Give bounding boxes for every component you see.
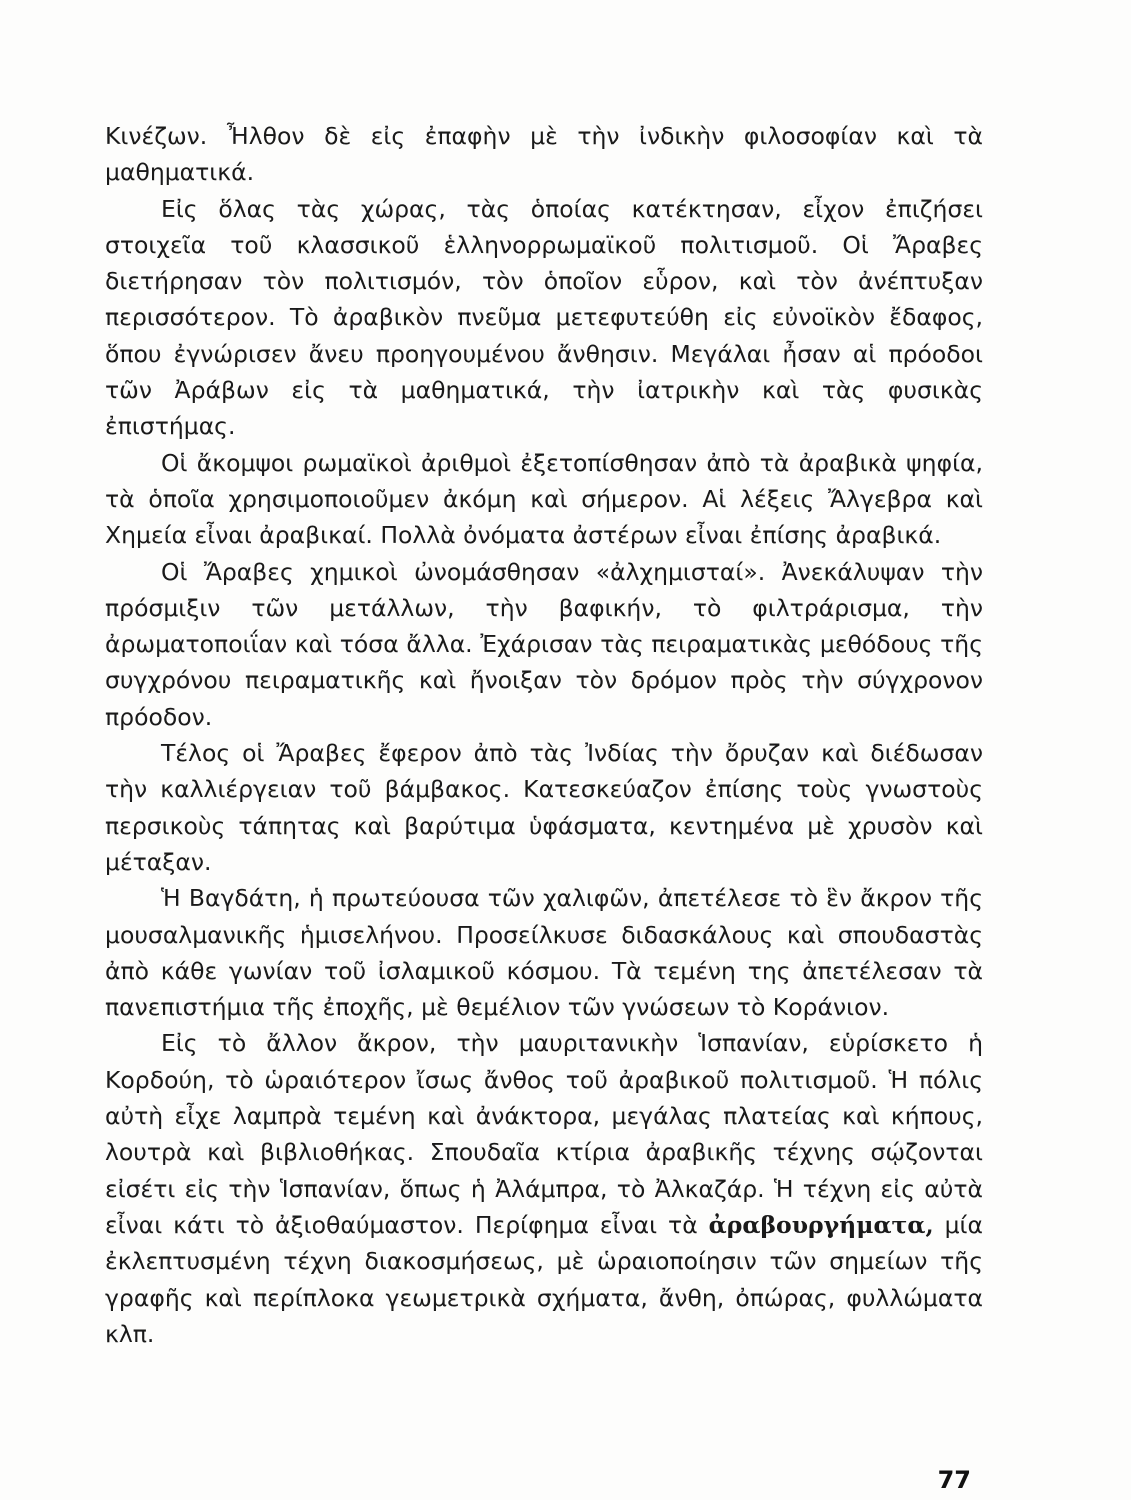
body-text <box>105 118 983 1352</box>
arabesques-term: ἀραβουργήματα, <box>708 1210 934 1239</box>
paragraph-rice-cotton: Τέλος οἱ Ἄραβες ἔφερον ἀπὸ τὰς Ἰνδίας τὴν ὄρυζαν καὶ διέδωσαν τὴν καλλιέργειαν τοῦ βάμβακος. Κατεσκεύαζον ἐπίσης τοὺς γνωστοὺς περσικοὺς τάπητας καὶ βαρύτιμα ὑφάσματα, κεντημένα μὲ χρυσὸν καὶ μέταξαν. <box>105 739 983 876</box>
cordoba-text-before: Εἰς τὸ ἄλλον ἄκρον, τὴν μαυριτανικὴν Ἱσπανίαν, εὑρίσκετο ἡ Κορδούη, τὸ ὡραιότερον ἴσως ἄνθος τοῦ ἀραβικοῦ πολιτισμοῦ. Ἡ πόλις αὐτὴ εἶχε λαμπρὰ τεμένη καὶ ἀνάκτορα, μεγάλας πλατείας καὶ κήπους, λουτρὰ καὶ βιβλιοθήκας. Σπουδαῖα κτίρια ἀραβικῆς τέχνης σῴζονται εἰσέτι εἰς τὴν Ἱσπανίαν, ὅπως ἡ Ἀλάμπρα, τὸ Ἀλκαζάρ. Ἡ τέχνη εἰς αὐτὰ εἶναι κάτι τὸ ἀξιοθαύμαστον. Περίφημα εἶναι τὰ <box>105 1029 983 1239</box>
paragraph-baghdad: Ἡ Βαγδάτη, ἡ πρωτεύουσα τῶν χαλιφῶν, ἀπετέλεσε τὸ ἓν ἄκρον τῆς μουσαλμανικῆς ἡμισελήνου. Προσείλκυσε διδασκάλους καὶ σπουδαστὰς ἀπὸ κάθε γωνίαν τοῦ ἰσλαμικοῦ κόσμου. Τὰ τεμένη της ἀπετέλεσαν τὰ πανεπιστήμια τῆς ἐποχῆς, μὲ θεμέλιον τῶν γνώσεων τὸ Κοράνιον. <box>105 884 983 1022</box>
page-number: 77 <box>937 1466 971 1494</box>
paragraph-classical-heritage: Εἰς ὅλας τὰς χώρας, τὰς ὁποίας κατέκτησαν, εἶχον ἐπιζήσει στοιχεῖα τοῦ κλασσικοῦ ἑλληνορρωμαϊκοῦ πολιτισμοῦ. Οἱ Ἄραβες διετήρησαν τὸν πολιτισμόν, τὸν ὁποῖον εὗρον, καὶ τὸν ἀνέπτυξαν περισσότερον. Τὸ ἀραβικὸν πνεῦμα μετεφυτεύθη εἰς εὐνοϊκὸν ἔδαφος, ὅπου ἐγνώρισεν ἄνευ προηγουμένου ἄνθησιν. Μεγάλαι ἦσαν αἱ πρόοδοι τῶν Ἀράβων εἰς τὰ μαθηματικά, τὴν ἰατρικὴν καὶ τὰς φυσικὰς ἐπιστήμας. <box>105 194 983 441</box>
paragraph-arabic-numerals: Οἱ ἄκομψοι ρωμαϊκοὶ ἀριθμοὶ ἐξετοπίσθησαν ἀπὸ τὰ ἀραβικὰ ψηφία, τὰ ὁποῖα χρησιμοποιοῦμεν ἀκόμη καὶ σήμερον. Αἱ λέξεις Ἄλγεβρα καὶ Χημεία εἶναι ἀραβικαί. Πολλὰ ὀνόματα ἀστέρων εἶναι ἐπίσης ἀραβικά. <box>105 448 983 550</box>
paragraph-continuation: Κινέζων. Ἦλθον δὲ εἰς ἐπαφὴν μὲ τὴν ἰνδικὴν φιλοσοφίαν καὶ τὰ μαθηματικά. <box>105 122 983 187</box>
paragraph-alchemists: Οἱ Ἄραβες χημικοὶ ὠνομάσθησαν «ἀλχημισταί». Ἀνεκάλυψαν τὴν πρόσμιξιν τῶν μετάλλων, τὴν βαφικήν, τὸ φιλτράρισμα, τὴν ἀρωματοποιΐαν καὶ τόσα ἄλλα. Ἐχάρισαν τὰς πειραματικὰς μεθόδους τῆς συγχρόνου πειραματικῆς καὶ ἤνοιξαν τὸν δρόμον πρὸς τὴν σύγχρονον πρόοδον. <box>105 557 983 731</box>
paragraph-cordoba <box>105 1025 983 1352</box>
cordoba-text-after: μία ἐκλεπτυσμένη τέχνη διακοσμήσεως, μὲ ὡραιοποίησιν τῶν σημείων τῆς γραφῆς καὶ περίπλοκα γεωμετρικὰ σχήματα, ἄνθη, ὀπώρας, φυλλώματα κλπ. <box>105 1210 983 1348</box>
